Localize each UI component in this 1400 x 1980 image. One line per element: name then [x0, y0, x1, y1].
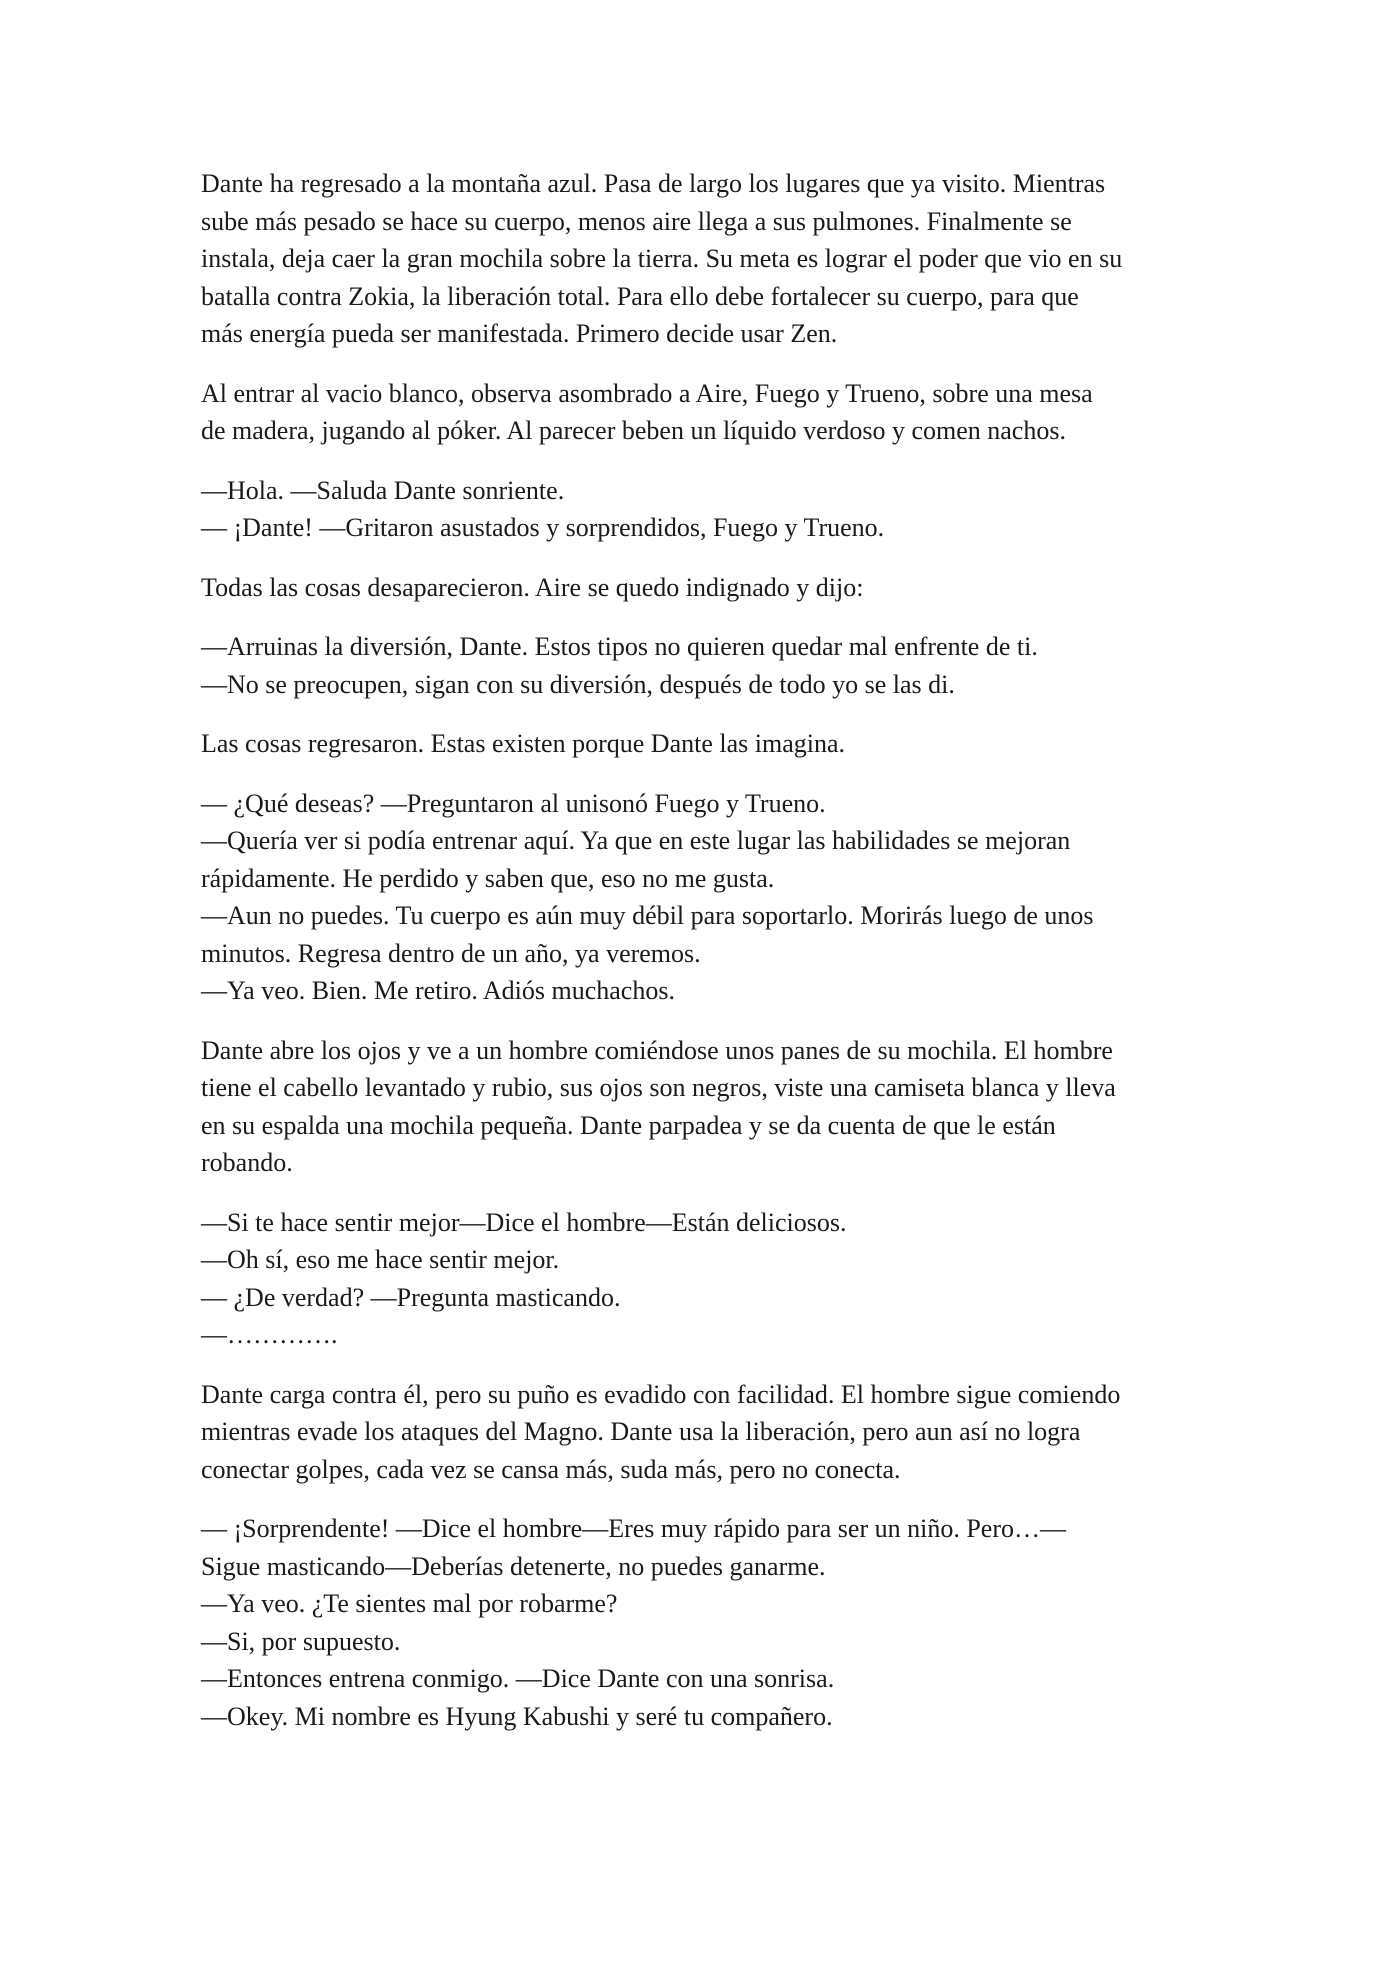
text-line: instala, deja caer la gran mochila sobre la tierra. Su meta es lograr el poder que vio en su: [201, 244, 1123, 273]
text-line: Las cosas regresaron. Estas existen porque Dante las imagina.: [201, 729, 846, 758]
text-line: rápidamente. He perdido y saben que, eso no me gusta.: [201, 863, 775, 893]
paragraph: [201, 1376, 1211, 1489]
paragraph: [201, 785, 1211, 1010]
paragraph: [201, 569, 1211, 607]
text-line: —Ya veo. Bien. Me retiro. Adiós muchachos.: [201, 976, 675, 1005]
paragraph: [201, 628, 1211, 703]
text-line: —Okey. Mi nombre es Hyung Kabushi y seré tu compañero.: [201, 1701, 833, 1731]
text-line: en su espalda una mochila pequeña. Dante parpadea y se da cuenta de que le están: [201, 1110, 1056, 1140]
paragraph: [201, 165, 1211, 353]
text-line: —Aun no puedes. Tu cuerpo es aún muy débil para soportarlo. Morirás luego de unos: [201, 901, 1094, 930]
text-line: mientras evade los ataques del Magno. Dante usa la liberación, pero aun así no logra: [201, 1417, 1081, 1446]
text-line: Dante abre los ojos y ve a un hombre comiéndose unos panes de su mochila. El hombre: [201, 1035, 1113, 1065]
paragraph: [201, 375, 1211, 450]
text-line: —Oh sí, eso me hace sentir mejor.: [201, 1245, 560, 1274]
paragraph: [201, 725, 1211, 763]
paragraph: [201, 1032, 1211, 1182]
text-line: —Hola. —Saluda Dante sonriente.: [201, 475, 565, 505]
document-page: [201, 165, 1211, 1757]
text-line: — ¿De verdad? —Pregunta masticando.: [201, 1282, 621, 1312]
text-line: Dante carga contra él, pero su puño es evadido con facilidad. El hombre sigue comiendo: [201, 1379, 1121, 1409]
text-line: —Entonces entrena conmigo. —Dice Dante con una sonrisa.: [201, 1664, 835, 1693]
paragraph: [201, 1510, 1211, 1735]
text-line: Sigue masticando—Deberías detenerte, no puedes ganarme.: [201, 1551, 826, 1581]
text-line: — ¿Qué deseas? —Preguntaron al unisonó Fuego y Trueno.: [201, 788, 826, 818]
paragraph: [201, 472, 1211, 547]
text-line: —Ya veo. ¿Te sientes mal por robarme?: [201, 1589, 618, 1618]
text-line: tiene el cabello levantado y rubio, sus ojos son negros, viste una camiseta blanca y lleva: [201, 1073, 1116, 1102]
text-line: — ¡Sorprendente! —Dice el hombre—Eres muy rápido para ser un niño. Pero…—: [201, 1514, 1066, 1543]
text-line: batalla contra Zokia, la liberación total. Para ello debe fortalecer su cuerpo, para que: [201, 281, 1079, 311]
text-line: Todas las cosas desaparecieron. Aire se quedo indignado y dijo:: [201, 572, 864, 602]
text-line: sube más pesado se hace su cuerpo, menos aire llega a sus pulmones. Finalmente se: [201, 206, 1072, 236]
text-line: —………….: [201, 1320, 338, 1349]
text-line: Dante ha regresado a la montaña azul. Pasa de largo los lugares que ya visito. Mientras: [201, 169, 1106, 198]
text-line: —Quería ver si podía entrenar aquí. Ya que en este lugar las habilidades se mejoran: [201, 826, 1071, 855]
text-line: —No se preocupen, sigan con su diversión, después de todo yo se las di.: [201, 669, 955, 699]
text-line: más energía pueda ser manifestada. Primero decide usar Zen.: [201, 319, 838, 348]
text-line: conectar golpes, cada vez se cansa más, suda más, pero no conecta.: [201, 1454, 901, 1484]
text-line: minutos. Regresa dentro de un año, ya veremos.: [201, 938, 701, 968]
text-line: — ¡Dante! —Gritaron asustados y sorprendidos, Fuego y Trueno.: [201, 513, 885, 542]
text-line: —Si te hace sentir mejor—Dice el hombre—Están deliciosos.: [201, 1207, 847, 1237]
text-line: —Si, por supuesto.: [201, 1626, 401, 1656]
text-line: de madera, jugando al póker. Al parecer beben un líquido verdoso y comen nachos.: [201, 416, 1066, 445]
text-line: —Arruinas la diversión, Dante. Estos tipos no quieren quedar mal enfrente de ti.: [201, 632, 1038, 661]
text-line: Al entrar al vacio blanco, observa asombrado a Aire, Fuego y Trueno, sobre una mesa: [201, 378, 1093, 408]
paragraph: [201, 1204, 1211, 1354]
text-line: robando.: [201, 1148, 293, 1177]
